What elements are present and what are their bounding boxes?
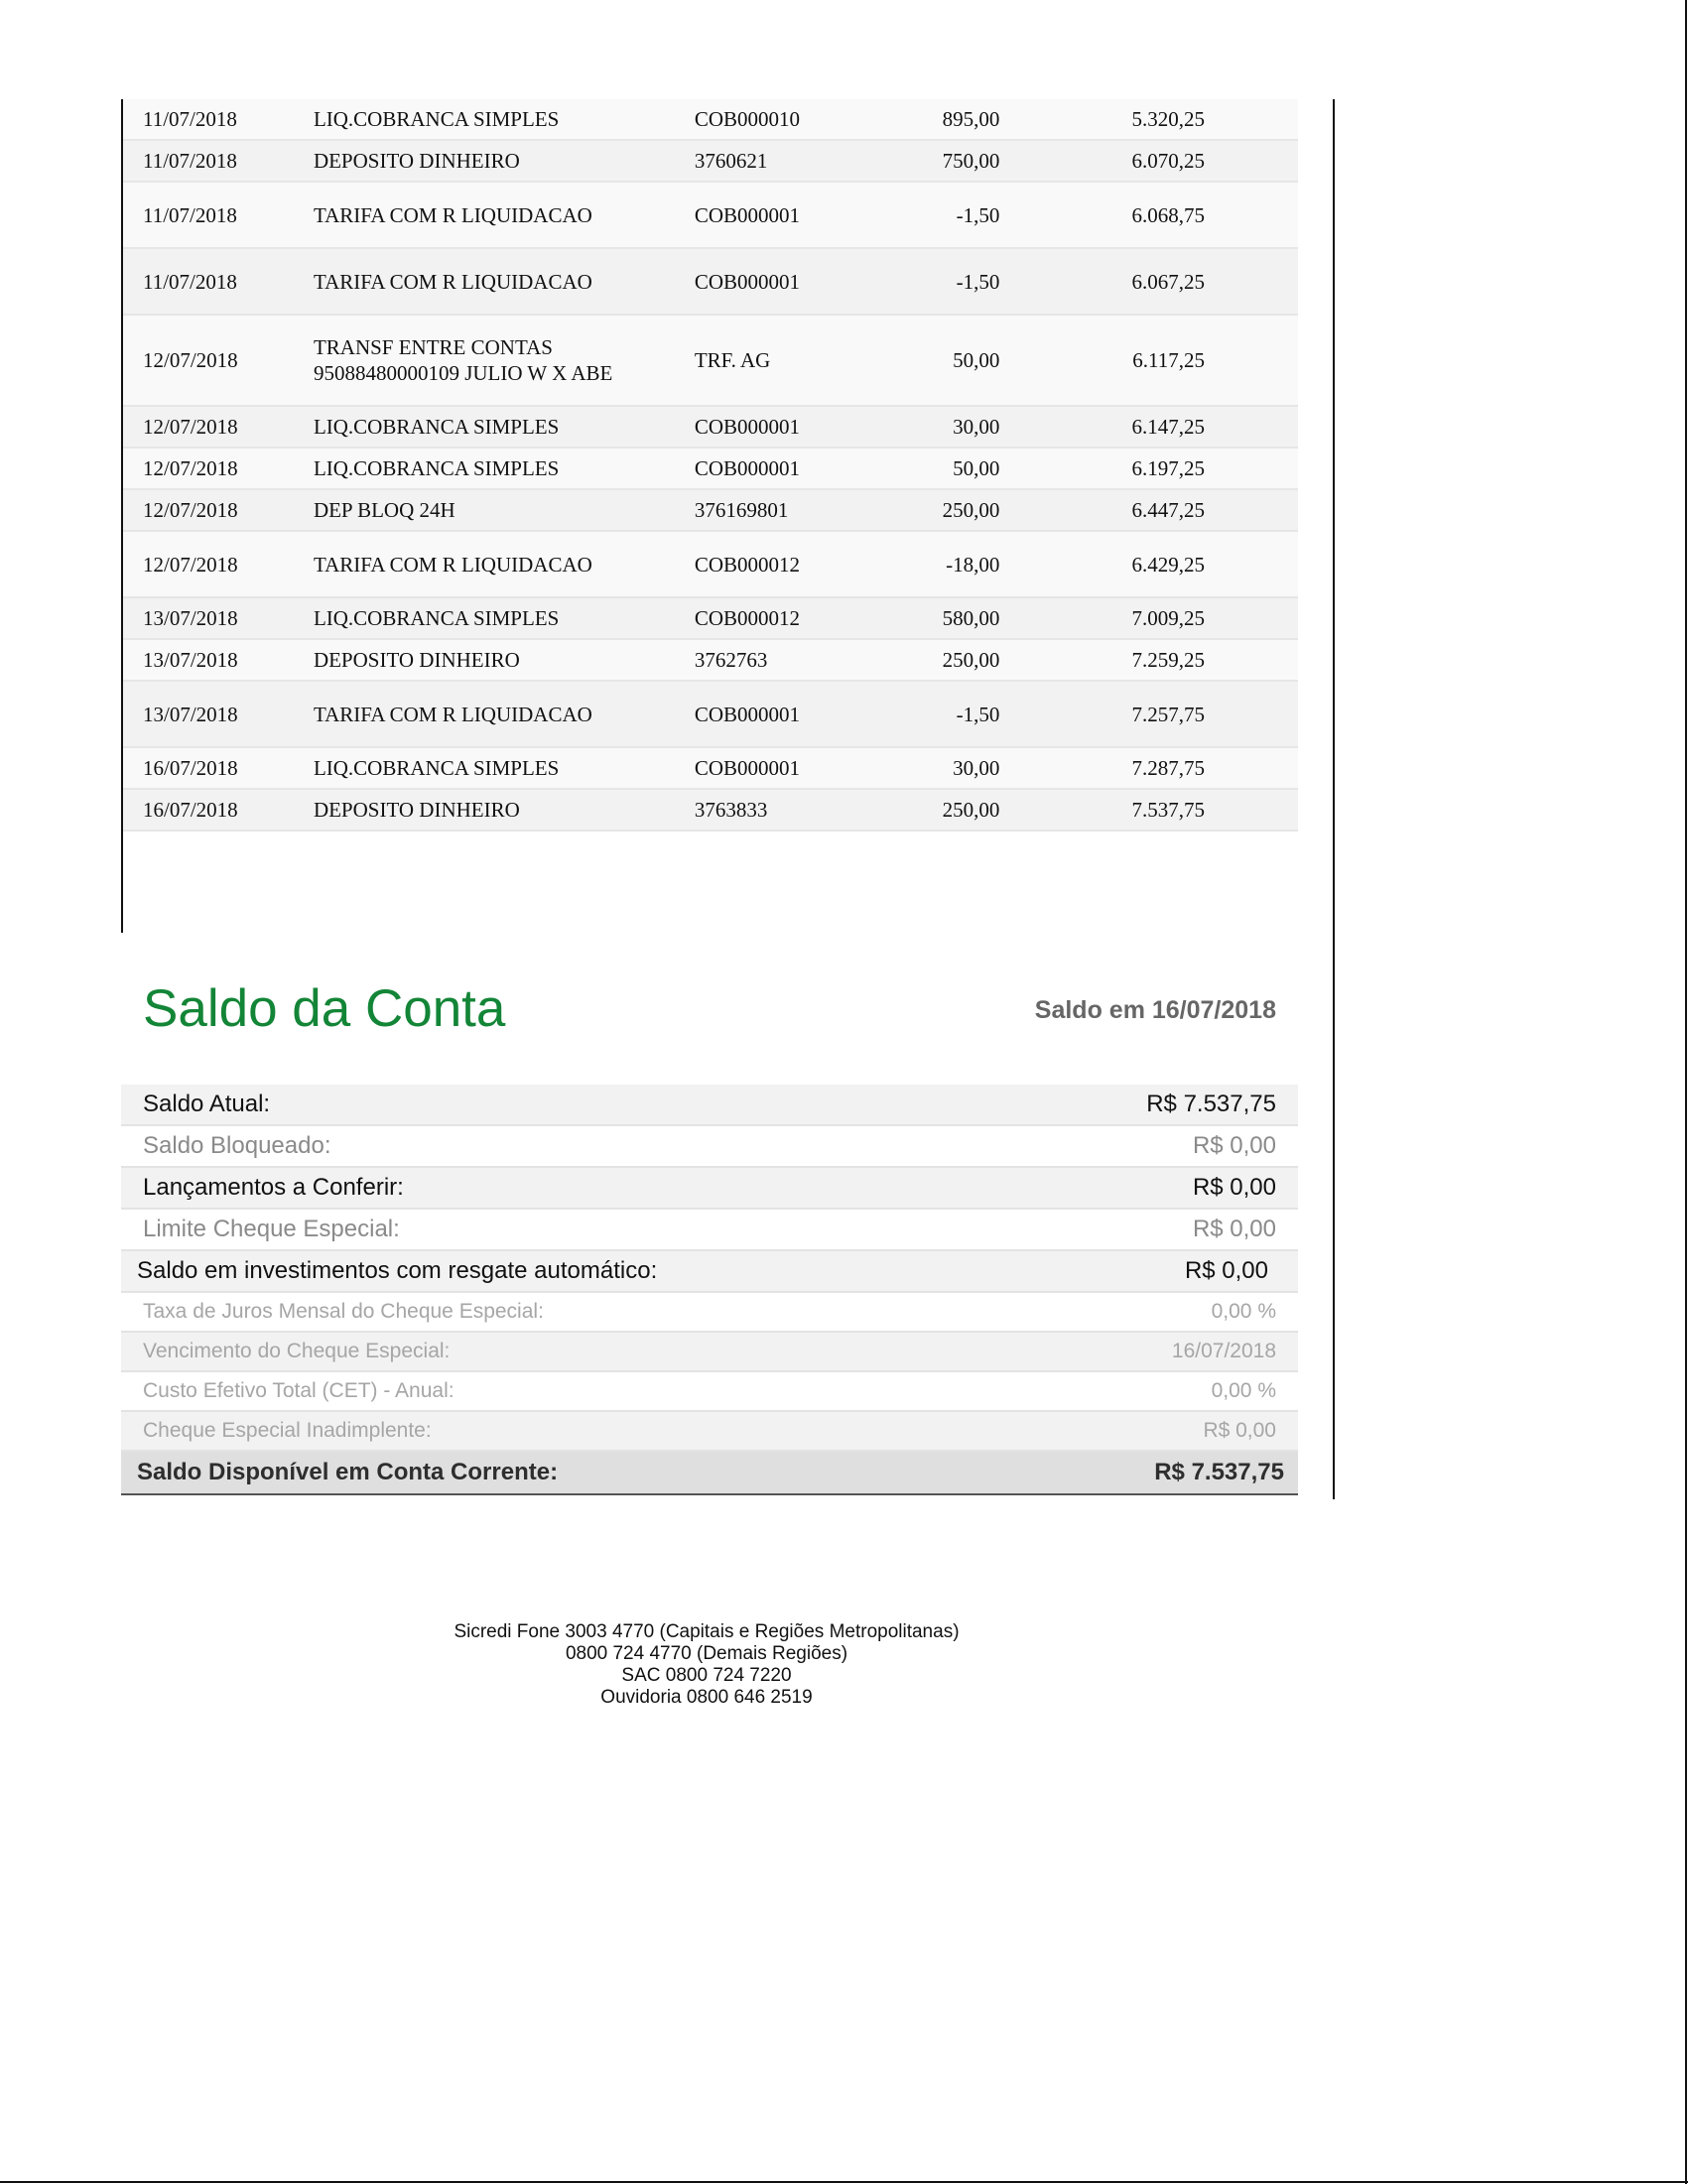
transaction-description: LIQ.COBRANCA SIMPLES bbox=[314, 448, 695, 489]
transaction-date: 16/07/2018 bbox=[123, 747, 314, 789]
transaction-document: COB000001 bbox=[695, 747, 908, 789]
transaction-date: 13/07/2018 bbox=[123, 639, 314, 681]
transaction-description: DEPOSITO DINHEIRO bbox=[314, 140, 695, 182]
table-row bbox=[123, 406, 1298, 448]
transaction-description: TARIFA COM R LIQUIDACAO bbox=[314, 681, 695, 747]
saldo-row-value: R$ 0,00 bbox=[978, 1411, 1298, 1451]
saldo-row-value: R$ 7.537,75 bbox=[978, 1085, 1298, 1125]
saldo-row-label: Saldo Atual: bbox=[121, 1085, 978, 1125]
transaction-balance: 6.197,25 bbox=[999, 448, 1298, 489]
saldo-row-value: R$ 0,00 bbox=[978, 1125, 1298, 1167]
transaction-value: 50,00 bbox=[908, 448, 1000, 489]
transaction-balance: 5.320,25 bbox=[999, 99, 1298, 140]
saldo-row-label: Saldo Bloqueado: bbox=[121, 1125, 978, 1167]
table-row bbox=[123, 140, 1298, 182]
saldo-section-title: Saldo da Conta bbox=[143, 979, 506, 1038]
transaction-document: 3760621 bbox=[695, 140, 908, 182]
saldo-row-limite bbox=[121, 1209, 1298, 1250]
transaction-description: LIQ.COBRANCA SIMPLES bbox=[314, 747, 695, 789]
table-row bbox=[123, 489, 1298, 531]
transaction-description: DEPOSITO DINHEIRO bbox=[314, 639, 695, 681]
transaction-value: -1,50 bbox=[908, 182, 1000, 248]
saldo-row-label: Limite Cheque Especial: bbox=[121, 1209, 978, 1250]
transaction-date: 12/07/2018 bbox=[123, 531, 314, 597]
saldo-row-bloqueado bbox=[121, 1125, 1298, 1167]
transaction-value: 30,00 bbox=[908, 406, 1000, 448]
transaction-date: 12/07/2018 bbox=[123, 406, 314, 448]
transaction-value: -1,50 bbox=[908, 248, 1000, 315]
table-row bbox=[123, 248, 1298, 315]
transaction-date: 12/07/2018 bbox=[123, 448, 314, 489]
transaction-document: COB000001 bbox=[695, 448, 908, 489]
transaction-balance: 7.257,75 bbox=[999, 681, 1298, 747]
transaction-balance: 6.429,25 bbox=[999, 531, 1298, 597]
saldo-row-label: Vencimento do Cheque Especial: bbox=[121, 1332, 978, 1371]
page-border-bottom bbox=[0, 2181, 1688, 2183]
table-row bbox=[123, 597, 1298, 639]
table-row bbox=[123, 99, 1298, 140]
transaction-date: 11/07/2018 bbox=[123, 140, 314, 182]
table-row bbox=[123, 182, 1298, 248]
transaction-document: COB000001 bbox=[695, 248, 908, 315]
table-row bbox=[123, 681, 1298, 747]
saldo-row-label: Cheque Especial Inadimplente: bbox=[121, 1411, 978, 1451]
saldo-total-label: Saldo Disponível em Conta Corrente: bbox=[121, 1451, 978, 1494]
transaction-balance: 7.287,75 bbox=[999, 747, 1298, 789]
footer-line: Ouvidoria 0800 646 2519 bbox=[600, 1687, 813, 1708]
saldo-row-lancamentos bbox=[121, 1167, 1298, 1209]
saldo-row-value: 0,00 % bbox=[978, 1292, 1298, 1332]
saldo-total-value: R$ 7.537,75 bbox=[978, 1451, 1298, 1494]
table-row bbox=[123, 789, 1298, 831]
saldo-row-value: 16/07/2018 bbox=[978, 1332, 1298, 1371]
transaction-document: 376169801 bbox=[695, 489, 908, 531]
transaction-date: 16/07/2018 bbox=[123, 789, 314, 831]
transaction-description: DEPOSITO DINHEIRO bbox=[314, 789, 695, 831]
saldo-row-vencimento bbox=[121, 1332, 1298, 1371]
transaction-description: LIQ.COBRANCA SIMPLES bbox=[314, 99, 695, 140]
statement-border-right bbox=[1333, 99, 1335, 1499]
transaction-balance: 6.447,25 bbox=[999, 489, 1298, 531]
transaction-date: 13/07/2018 bbox=[123, 597, 314, 639]
transaction-document: COB000012 bbox=[695, 531, 908, 597]
footer-line: Sicredi Fone 3003 4770 (Capitais e Regiões Metropolitanas) bbox=[454, 1621, 960, 1642]
transaction-balance: 7.259,25 bbox=[999, 639, 1298, 681]
transaction-date: 11/07/2018 bbox=[123, 99, 314, 140]
transaction-date: 12/07/2018 bbox=[123, 489, 314, 531]
table-row bbox=[123, 315, 1298, 406]
transaction-value: 250,00 bbox=[908, 789, 1000, 831]
saldo-row-value: R$ 0,00 bbox=[978, 1209, 1298, 1250]
transaction-balance: 7.537,75 bbox=[999, 789, 1298, 831]
transaction-value: 250,00 bbox=[908, 639, 1000, 681]
transaction-value: 250,00 bbox=[908, 489, 1000, 531]
saldo-row-value: R$ 0,00 bbox=[978, 1250, 1298, 1292]
saldo-table bbox=[121, 1085, 1298, 1495]
footer-line: 0800 724 4770 (Demais Regiões) bbox=[565, 1643, 848, 1664]
saldo-row-label: Saldo em investimentos com resgate automático: bbox=[121, 1250, 978, 1292]
saldo-row-total bbox=[121, 1451, 1298, 1494]
transaction-document: COB000010 bbox=[695, 99, 908, 140]
transactions-table bbox=[123, 99, 1298, 832]
saldo-row-label: Taxa de Juros Mensal do Cheque Especial: bbox=[121, 1292, 978, 1332]
saldo-row-label: Lançamentos a Conferir: bbox=[121, 1167, 978, 1209]
transaction-document: 3762763 bbox=[695, 639, 908, 681]
transaction-date: 11/07/2018 bbox=[123, 248, 314, 315]
transaction-balance: 6.147,25 bbox=[999, 406, 1298, 448]
transaction-document: COB000001 bbox=[695, 406, 908, 448]
saldo-row-inadimplente bbox=[121, 1411, 1298, 1451]
transaction-value: -1,50 bbox=[908, 681, 1000, 747]
transaction-description: TARIFA COM R LIQUIDACAO bbox=[314, 182, 695, 248]
transaction-document: 3763833 bbox=[695, 789, 908, 831]
transaction-value: 895,00 bbox=[908, 99, 1000, 140]
transaction-description: LIQ.COBRANCA SIMPLES bbox=[314, 406, 695, 448]
transaction-balance: 6.068,75 bbox=[999, 182, 1298, 248]
table-row bbox=[123, 448, 1298, 489]
saldo-row-cet bbox=[121, 1371, 1298, 1411]
transaction-date: 13/07/2018 bbox=[123, 681, 314, 747]
page-border-right bbox=[1685, 0, 1687, 2184]
table-row bbox=[123, 531, 1298, 597]
transaction-document: COB000001 bbox=[695, 182, 908, 248]
footer-line: SAC 0800 724 7220 bbox=[621, 1665, 792, 1686]
contact-footer bbox=[0, 1621, 1413, 1709]
transaction-value: 750,00 bbox=[908, 140, 1000, 182]
saldo-date-label: Saldo em 16/07/2018 bbox=[1034, 996, 1276, 1024]
transaction-value: 30,00 bbox=[908, 747, 1000, 789]
transaction-balance: 6.067,25 bbox=[999, 248, 1298, 315]
transaction-balance: 6.070,25 bbox=[999, 140, 1298, 182]
transaction-value: 580,00 bbox=[908, 597, 1000, 639]
saldo-row-label: Custo Efetivo Total (CET) - Anual: bbox=[121, 1371, 978, 1411]
transaction-value: -18,00 bbox=[908, 531, 1000, 597]
transaction-description: TARIFA COM R LIQUIDACAO bbox=[314, 248, 695, 315]
table-row bbox=[123, 747, 1298, 789]
transaction-date: 11/07/2018 bbox=[123, 182, 314, 248]
transaction-balance: 7.009,25 bbox=[999, 597, 1298, 639]
transaction-document: TRF. AG bbox=[695, 315, 908, 406]
transaction-date: 12/07/2018 bbox=[123, 315, 314, 406]
transaction-description: TRANSF ENTRE CONTAS 95088480000109 JULIO W X ABE bbox=[314, 315, 695, 406]
transaction-document: COB000001 bbox=[695, 681, 908, 747]
table-row bbox=[123, 639, 1298, 681]
transaction-value: 50,00 bbox=[908, 315, 1000, 406]
transaction-balance: 6.117,25 bbox=[999, 315, 1298, 406]
transaction-description: LIQ.COBRANCA SIMPLES bbox=[314, 597, 695, 639]
transaction-description: TARIFA COM R LIQUIDACAO bbox=[314, 531, 695, 597]
saldo-row-value: 0,00 % bbox=[978, 1371, 1298, 1411]
saldo-row-investimentos bbox=[121, 1250, 1298, 1292]
saldo-row-taxa-juros bbox=[121, 1292, 1298, 1332]
transaction-document: COB000012 bbox=[695, 597, 908, 639]
saldo-row-value: R$ 0,00 bbox=[978, 1167, 1298, 1209]
saldo-row-atual bbox=[121, 1085, 1298, 1125]
transaction-description: DEP BLOQ 24H bbox=[314, 489, 695, 531]
